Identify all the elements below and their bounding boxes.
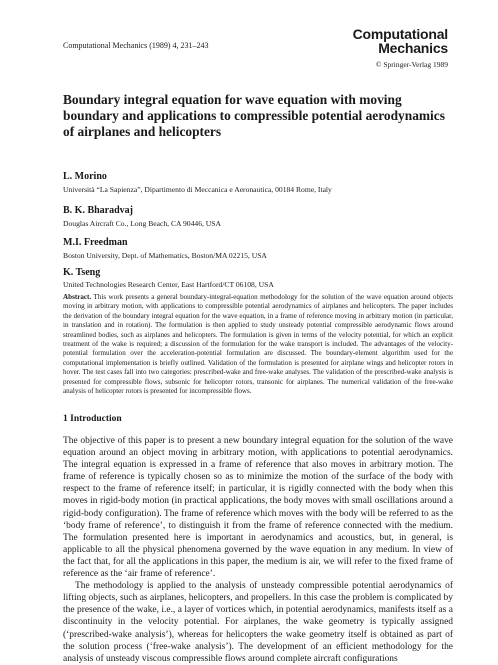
- author-affiliation: Università “La Sapienza”, Dipartimento di Meccanica e Aeronautica, 00184 Rome, Italy: [63, 185, 332, 194]
- body-text: [63, 435, 453, 665]
- author-name: K. Tseng: [63, 267, 101, 278]
- journal-reference: Computational Mechanics (1989) 4, 231–243: [63, 41, 209, 50]
- paragraph: The methodology is applied to the analysis of unsteady compressible potential aerodynamics of lifting objects, such as airplanes, helicopters, and propellers. In this case the problem is complicated by the presence of the wake, i.e., a layer of vortices which, in potential aerodynamics, manifests itself as a discontinuity in the velocity potential. For airplanes, the wake geometry is typically assigned (‘prescribed-wake analysis’), whereas for helicopters the wake geometry itself is obtained as part of the solution process (‘free-wake analysis’). The development of an efficient methodology for the analysis of unsteady viscous compressible flows around complete aircraft configurations: [63, 581, 453, 664]
- author-affiliation: Douglas Aircraft Co., Long Beach, CA 90446, USA: [63, 219, 221, 228]
- journal-brand-line1: Computational: [352, 26, 448, 42]
- paragraph: The objective of this paper is to present a new boundary integral equation for the solution of the wave equation around an object moving in arbitrary motion, with applications to potential aerodynamics. The integral equation is expressed in a frame of reference that also moves in arbitrary motion. The frame of reference is typically chosen so as to minimize the motion of the surface of the body with respect to the frame of reference itself; in particular, it is rigidly connected with the body when this moves in rigid-body motion (in practical applications, the body moves with small oscillations around a rigid-body configuration). The frame of reference which moves with the body will be referred to as the ‘body frame of reference’, to distinguish it from the frame of reference connected with the medium. The formulation presented here is important in aerodynamics and acoustics, but, in general, is applicable to all the physical phenomena governed by the wave equation in any medium. In view of the fact that, for all the applications in this paper, the medium is air, we will refer to the fixed frame of reference as the ‘air frame of reference’.: [63, 436, 453, 580]
- journal-brand: [348, 27, 448, 55]
- author-affiliation: United Technologies Research Center, East Hartford/CT 06108, USA: [63, 280, 274, 289]
- publisher-copyright: © Springer-Verlag 1989: [375, 60, 448, 69]
- paper-title: Boundary integral equation for wave equation with moving boundary and applications to compressible potential aerodynamics of airplanes and helicopters: [63, 92, 445, 139]
- author-affiliation: Boston University, Dept. of Mathematics, Boston/MA 02215, USA: [63, 251, 267, 260]
- author-name: L. Morino: [63, 171, 107, 182]
- abstract-text: This work presents a general boundary-integral-equation methodology for the solution of the wave equation around objects moving in arbitrary motion, with applications to compressible potential aerodynamics of airplanes and helicopters. The paper includes the derivation of the boundary integral equation for the wave equation, in a frame of reference moving in arbitrary motion (in particular, in translation and in rotation). The formulation is then applied to study unsteady potential compressible aerodynamic flows around streamlined bodies, such as airplanes and helicopters. The formulation is given in terms of the velocity potential, for which an explicit treatment of the wake is required; a discussion of the formulation for the wake transport is included. The advantages of the velocity-potential formulation over the acceleration-potential formulation are discussed. The boundary-element algorithm used for the computational implementation is briefly outlined. Validation of the formulation is presented for airplane wings and helicopter rotors in hover. The test cases fall into two categories: prescribed-wake and free-wake analyses. The validation of the prescribed-wake analysis is presented for compressible flows, subsonic for helicopter rotors, transonic for airplanes. The numerical validation of the free-wake analysis of helicopter rotors is presented for incompressible flows.: [63, 293, 453, 396]
- author-name: B. K. Bharadvaj: [63, 205, 134, 216]
- author-name: M.I. Freedman: [63, 237, 128, 248]
- abstract-label: Abstract.: [63, 293, 92, 301]
- journal-brand-line2: Mechanics: [378, 40, 448, 56]
- section-heading: 1 Introduction: [63, 414, 122, 424]
- abstract: [63, 293, 453, 396]
